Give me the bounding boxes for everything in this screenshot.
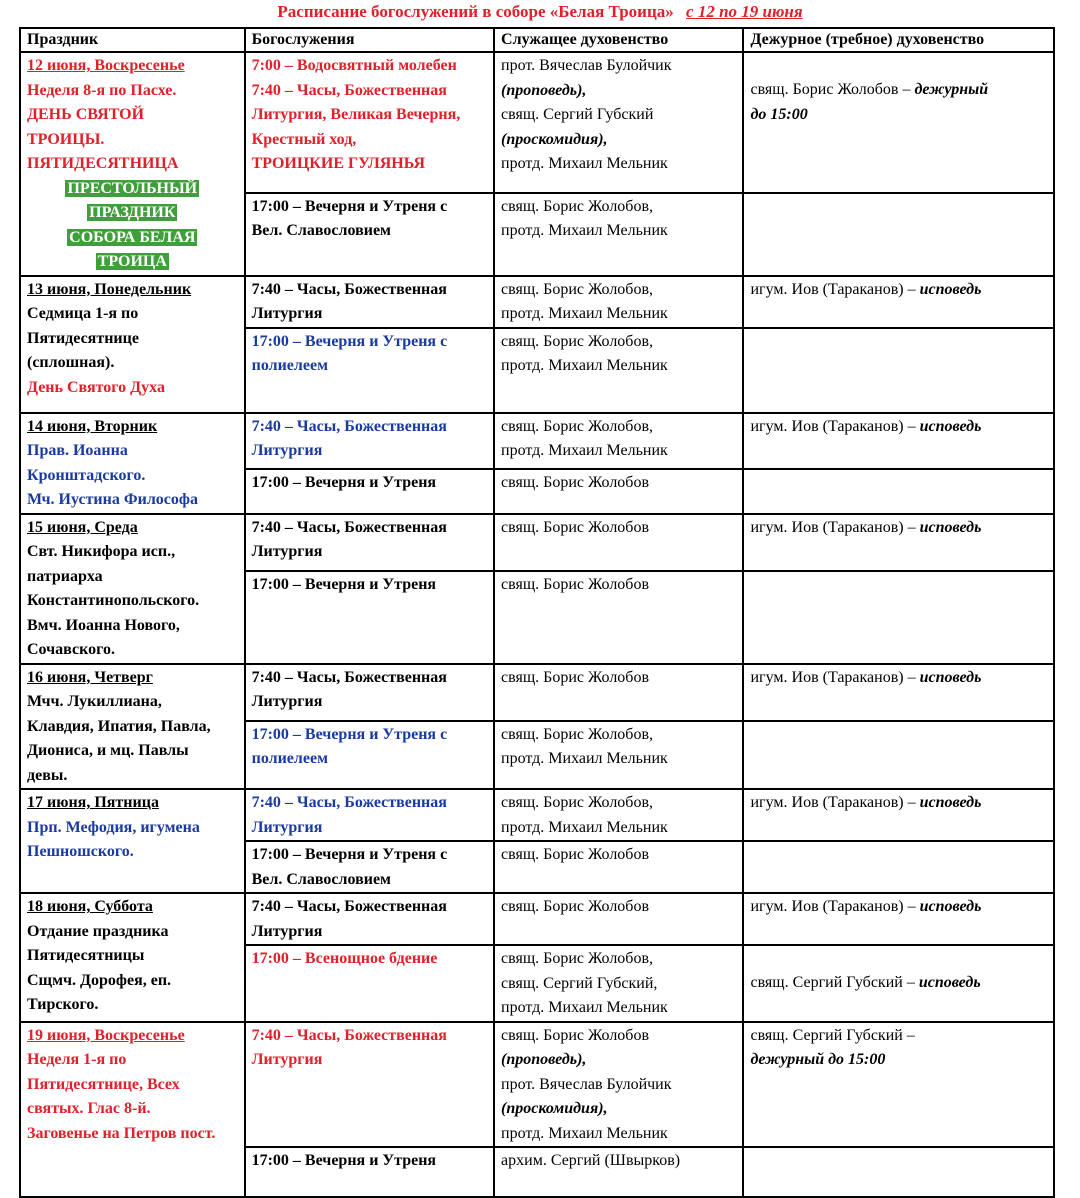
feast-line: Пятидесятнице <box>27 329 139 347</box>
clergy-cell <box>494 893 743 945</box>
feast-line: Кронштадского. <box>27 466 146 484</box>
clergy-line: свящ. Сергий Губский, <box>501 974 658 992</box>
feast-line: Пятидесятнице, Всех <box>27 1075 180 1093</box>
service-line: 17:00 – Вечерня и Утреня с <box>251 197 448 215</box>
service-line: Литургия <box>251 922 323 940</box>
clergy-line: свящ. Борис Жолобов, <box>501 197 653 215</box>
service-cell <box>245 469 494 514</box>
duty-role: исповедь <box>919 518 982 536</box>
header-row <box>20 28 1054 52</box>
clergy-cell <box>494 469 743 514</box>
service-cell <box>245 893 494 945</box>
duty-cell <box>743 893 1054 945</box>
clergy-line: протд. Михаил Мельник <box>501 1124 668 1142</box>
service-line: 7:40 – Часы, Божественная <box>251 81 447 99</box>
duty-cell <box>743 721 1054 789</box>
duty-cell <box>743 469 1054 514</box>
duty-cell <box>743 841 1054 893</box>
service-line: Вел. Славословием <box>251 222 391 240</box>
duty-cell <box>743 193 1054 276</box>
duty-role: исповедь <box>918 974 981 991</box>
clergy-cell <box>494 945 743 1022</box>
service-line: Литургия <box>251 442 323 459</box>
clergy-cell <box>494 1147 743 1197</box>
clergy-cell <box>494 841 743 893</box>
duty-role: исповедь <box>919 668 982 686</box>
duty-cell <box>743 571 1054 664</box>
duty-role: дежурный до 15:00 <box>750 1051 886 1068</box>
day-date: 19 июня, Воскресенье <box>27 1026 185 1044</box>
duty-name: игум. Иов (Тараканов) – <box>750 794 920 811</box>
service-line: Литургия, Великая Вечерня, <box>251 106 461 123</box>
service-line: 7:40 – Часы, Божественная <box>251 518 447 536</box>
service-line: Литургия <box>251 818 323 836</box>
service-line: 17:00 – Вечерня и Утреня с <box>251 846 448 863</box>
feast-line: Отдание праздника <box>27 922 169 940</box>
clergy-line: протд. Михаил Мельник <box>501 442 668 459</box>
clergy-line: протд. Михаил Мельник <box>501 305 668 322</box>
clergy-line: (проскомидия), <box>501 1100 608 1117</box>
service-cell <box>245 328 494 413</box>
table-row <box>20 1022 1054 1148</box>
highlight-line: ПРАЗДНИК <box>89 204 176 221</box>
clergy-line: свящ. Борис Жолобов, <box>501 417 653 435</box>
service-line: Литургия <box>251 305 323 322</box>
feast-line: День Святого Духа <box>27 378 165 396</box>
day-date: 16 июня, Четверг <box>27 668 153 686</box>
service-cell <box>245 841 494 893</box>
clergy-line: свящ. Борис Жолобов, <box>501 725 653 743</box>
service-line: 17:00 – Вечерня и Утреня с <box>251 332 448 350</box>
table-row <box>20 413 1054 469</box>
feast-line: Вмч. Иоанна Нового, <box>27 616 180 634</box>
service-cell <box>245 721 494 789</box>
col-header-feast: Праздник <box>20 28 245 52</box>
feast-line: Мчч. Лукиллиана, <box>27 693 162 710</box>
clergy-line: свящ. Борис Жолобов <box>501 898 649 915</box>
service-line: 17:00 – Вечерня и Утреня с <box>251 725 448 743</box>
duty-role: исповедь <box>919 794 982 811</box>
clergy-line: свящ. Борис Жолобов <box>501 846 649 863</box>
clergy-line: свящ. Борис Жолобов <box>501 575 649 593</box>
feast-line: Неделя 1-я по <box>27 1051 127 1068</box>
table-row <box>20 514 1054 571</box>
service-line: полиелеем <box>251 750 328 768</box>
day-date: 15 июня, Среда <box>27 518 138 536</box>
col-header-clergy: Служащее духовенство <box>494 28 743 52</box>
feast-line: Сщмч. Дорофея, еп. <box>27 971 172 989</box>
clergy-line: свящ. Борис Жолобов, <box>501 950 653 967</box>
feast-line: Заговенье на Петров пост. <box>27 1124 216 1142</box>
duty-name: свящ. Борис Жолобов – <box>750 81 915 98</box>
service-cell <box>245 664 494 721</box>
clergy-line: свящ. Борис Жолобов <box>501 518 649 536</box>
clergy-cell <box>494 789 743 841</box>
clergy-line: свящ. Борис Жолобов, <box>501 794 653 811</box>
duty-cell <box>743 1022 1054 1148</box>
service-line: 17:00 – Вечерня и Утреня <box>251 473 437 491</box>
service-cell <box>245 945 494 1022</box>
feast-cell <box>20 276 245 413</box>
service-cell <box>245 514 494 571</box>
highlight-line: ПРЕСТОЛЬНЫЙ <box>67 179 198 197</box>
day-date: 17 июня, Пятница <box>27 794 159 811</box>
service-cell <box>245 1022 494 1148</box>
clergy-line: протд. Михаил Мельник <box>501 222 668 240</box>
duty-cell <box>743 1147 1054 1197</box>
feast-line: Прав. Иоанна <box>27 442 128 459</box>
clergy-line: протд. Михаил Мельник <box>501 750 668 768</box>
feast-cell <box>20 413 245 514</box>
service-line: 7:40 – Часы, Божественная <box>251 668 447 686</box>
service-line: Литургия <box>251 1051 323 1068</box>
duty-cell <box>743 52 1054 193</box>
service-line: Крестный ход, <box>251 130 357 148</box>
service-line: 7:40 – Часы, Божественная <box>251 1026 447 1044</box>
clergy-line: протд. Михаил Мельник <box>501 155 668 172</box>
service-line: 7:40 – Часы, Божественная <box>251 898 447 915</box>
clergy-line: свящ. Борис Жолобов <box>501 668 649 686</box>
feast-line: Седмица 1-я по <box>27 305 139 322</box>
feast-cell <box>20 514 245 664</box>
highlight-line: ТРОИЦА <box>97 253 167 270</box>
clergy-cell <box>494 664 743 721</box>
clergy-line: свящ. Борис Жолобов, <box>501 280 653 298</box>
service-cell <box>245 571 494 664</box>
clergy-cell <box>494 52 743 193</box>
day-date: 13 июня, Понедельник <box>27 280 192 298</box>
feast-line: Прп. Мефодия, игумена <box>27 818 200 836</box>
feast-line: девы. <box>27 766 68 784</box>
service-cell <box>245 193 494 276</box>
duty-cell <box>743 328 1054 413</box>
feast-line: Пешношского. <box>27 843 134 860</box>
service-cell <box>245 413 494 469</box>
clergy-line: протд. Михаил Мельник <box>501 999 668 1016</box>
clergy-line: свящ. Сергий Губский <box>501 106 654 123</box>
feast-line: Тирского. <box>27 996 99 1013</box>
clergy-line: свящ. Борис Жолобов, <box>501 332 653 350</box>
duty-cell <box>743 514 1054 571</box>
feast-line: святых. Глас 8-й. <box>27 1100 151 1117</box>
feast-cell <box>20 789 245 893</box>
clergy-line: прот. Вячеслав Булойчик <box>501 1075 672 1093</box>
clergy-line: (проповедь), <box>501 1051 587 1068</box>
duty-cell <box>743 276 1054 328</box>
duty-name: игум. Иов (Тараканов) – <box>750 280 920 298</box>
highlight-line: СОБОРА БЕЛАЯ <box>69 228 196 246</box>
duty-cell <box>743 945 1054 1022</box>
feast-line: Мч. Иустина Философа <box>27 491 198 508</box>
feast-line: патриарха <box>27 567 103 585</box>
feast-line: (сплошная). <box>27 354 115 371</box>
page-title <box>0 0 1080 24</box>
feast-line: Диониса, и мц. Павлы <box>27 742 189 759</box>
service-line: 17:00 – Вечерня и Утреня <box>251 1152 437 1169</box>
feast-line: Сочавского. <box>27 641 115 658</box>
duty-name: игум. Иов (Тараканов) – <box>750 668 920 686</box>
clergy-line: архим. Сергий (Швырков) <box>501 1152 681 1169</box>
feast-line: ДЕНЬ СВЯТОЙ <box>27 106 145 123</box>
clergy-line: прот. Вячеслав Булойчик <box>501 57 672 74</box>
table-row <box>20 276 1054 328</box>
feast-cell <box>20 664 245 790</box>
table-row <box>20 664 1054 721</box>
feast-line: Клавдия, Ипатия, Павла, <box>27 717 211 735</box>
feast-line: Свт. Никифора исп., <box>27 543 176 560</box>
title-text: Расписание богослужений в соборе «Белая Троица» <box>277 2 674 21</box>
service-line: полиелеем <box>251 357 328 374</box>
service-line: 7:00 – Водосвятный молебен <box>251 57 457 74</box>
clergy-cell <box>494 514 743 571</box>
table-row <box>20 52 1054 193</box>
clergy-cell <box>494 721 743 789</box>
day-date: 12 июня, Воскресенье <box>27 57 185 74</box>
duty-name: свящ. Сергий Губский – <box>750 1026 915 1044</box>
service-cell <box>245 276 494 328</box>
service-line: Вел. Славословием <box>251 870 391 888</box>
feast-cell <box>20 1022 245 1198</box>
clergy-line: (проповедь), <box>501 81 587 99</box>
service-line: ТРОИЦКИЕ ГУЛЯНЬЯ <box>251 155 426 172</box>
clergy-cell <box>494 571 743 664</box>
clergy-cell <box>494 276 743 328</box>
duty-cell <box>743 664 1054 721</box>
duty-name: игум. Иов (Тараканов) – <box>750 898 920 915</box>
clergy-cell <box>494 1022 743 1148</box>
clergy-line: свящ. Борис Жолобов <box>501 1026 649 1044</box>
feast-cell <box>20 893 245 1022</box>
duty-name: игум. Иов (Тараканов) – <box>750 417 920 435</box>
feast-cell <box>20 52 245 276</box>
duty-role: исповедь <box>919 898 982 915</box>
duty-name: свящ. Сергий Губский – <box>750 974 919 991</box>
clergy-cell <box>494 328 743 413</box>
service-cell <box>245 52 494 193</box>
clergy-line: протд. Михаил Мельник <box>501 357 668 374</box>
feast-line: Константинопольского. <box>27 592 200 609</box>
date-range: с 12 по 19 июня <box>686 2 803 21</box>
day-date: 18 июня, Суббота <box>27 898 153 915</box>
clergy-cell <box>494 193 743 276</box>
service-line: Литургия <box>251 693 323 710</box>
service-line: 7:40 – Часы, Божественная <box>251 417 447 435</box>
service-line: Литургия <box>251 543 323 560</box>
service-line: 17:00 – Вечерня и Утреня <box>251 575 437 593</box>
table-row <box>20 789 1054 841</box>
clergy-line: протд. Михаил Мельник <box>501 818 668 836</box>
service-line: 7:40 – Часы, Божественная <box>251 280 447 298</box>
duty-role: исповедь <box>919 280 982 298</box>
feast-line: ТРОИЦЫ. <box>27 130 105 148</box>
service-line: 17:00 – Всенощное бдение <box>251 950 438 967</box>
duty-role: дежурный <box>914 81 989 98</box>
day-date: 14 июня, Вторник <box>27 417 158 435</box>
duty-role: до 15:00 <box>750 105 808 123</box>
duty-role: исповедь <box>919 417 982 435</box>
service-cell <box>245 1147 494 1197</box>
clergy-line: свящ. Борис Жолобов <box>501 473 649 491</box>
feast-line: Пятидесятницы <box>27 947 145 964</box>
col-header-duty: Дежурное (требное) духовенство <box>743 28 1054 52</box>
service-line: 7:40 – Часы, Божественная <box>251 794 447 811</box>
col-header-services: Богослужения <box>245 28 494 52</box>
service-cell <box>245 789 494 841</box>
clergy-line: (проскомидия), <box>501 130 608 148</box>
feast-line: ПЯТИДЕСЯТНИЦА <box>27 155 179 172</box>
feast-line: Неделя 8-я по Пасхе. <box>27 81 177 99</box>
duty-name: игум. Иов (Тараканов) – <box>750 518 920 536</box>
table-row <box>20 893 1054 945</box>
duty-cell <box>743 413 1054 469</box>
clergy-cell <box>494 413 743 469</box>
schedule-table <box>19 27 1055 1198</box>
duty-cell <box>743 789 1054 841</box>
